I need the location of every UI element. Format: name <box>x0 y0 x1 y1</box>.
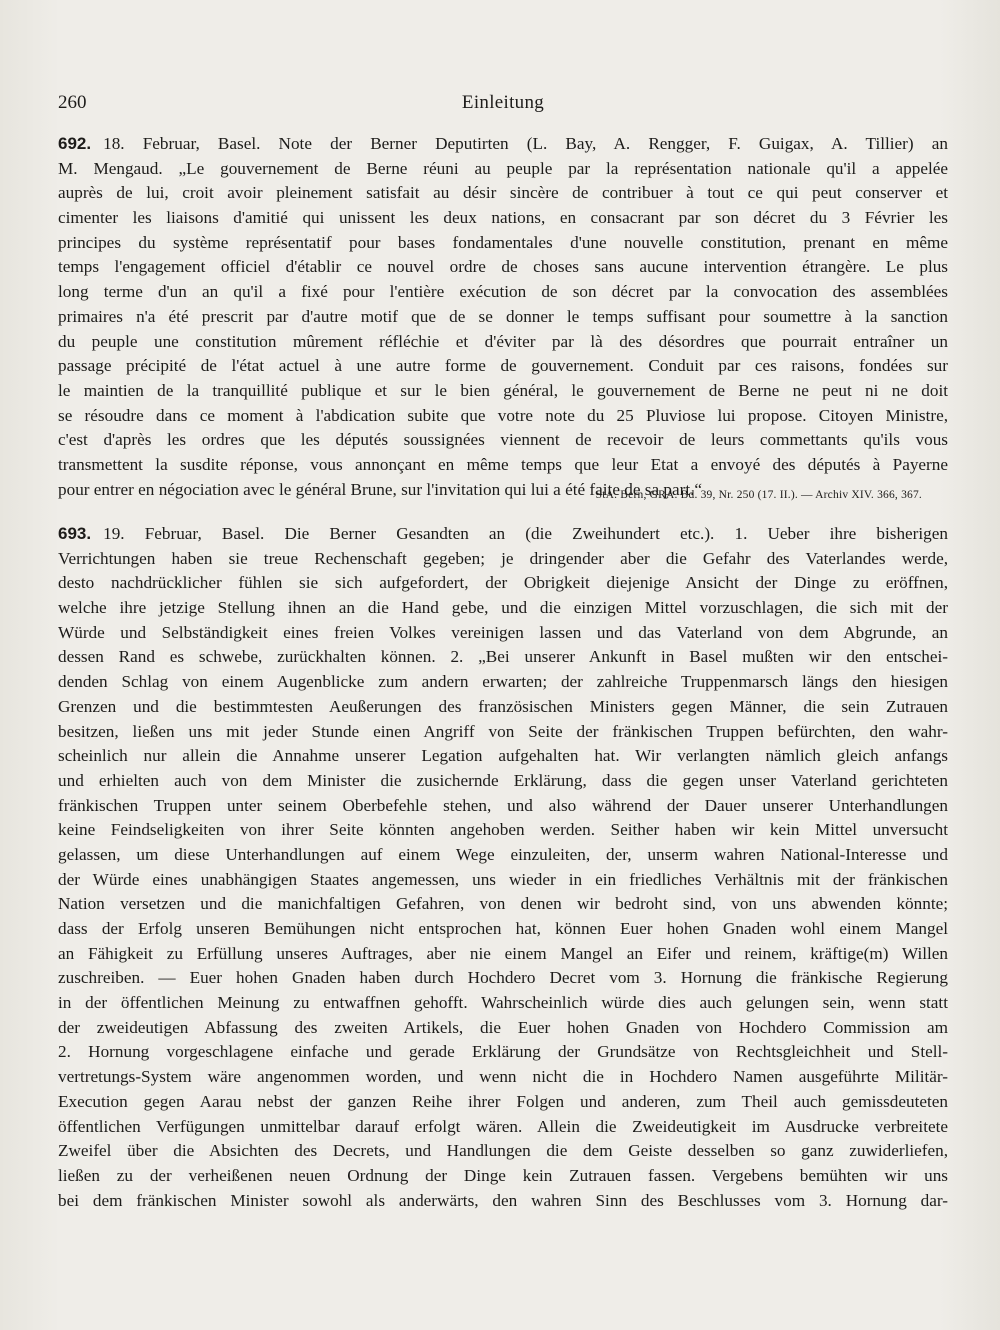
text-line <box>58 522 948 547</box>
text-line: passage précipité de l'état actuel à une autre forme de gouvernement. Conduit par ces raisons, fondées sur <box>58 356 948 376</box>
text-line <box>58 132 948 157</box>
text-line: und erhielten auch von dem Minister die zusichernde Erklärung, dass die gegen unser Vaterland gerichteten <box>58 770 948 790</box>
text-line: auprès de lui, croit avoir pleinement satisfait au désir sincère de contribuer à tout ce qui peut conserver et <box>58 183 948 203</box>
text-line: pour entrer en négociation avec le général Brune, sur l'invitation qui lui a été faite de sa part.“ <box>58 479 703 499</box>
text-line: der Würde eines unabhängigen Staates angemessen, uns wieder in ein friedliches Verhältnis mit der fränkischen <box>58 869 948 889</box>
text-line: denden Schlag von einem Augenblicke zum andern erwarten; der zahlreiche Truppenmarsch längs den hiesigen <box>58 672 948 692</box>
source-citation: StA. Bern, GRA. Bd. 39, Nr. 250 (17. II.). — Archiv XIV. 366, 367. <box>595 489 922 501</box>
text-line: fränkischen Truppen unter seinem Oberbefehle stehen, und also während der Dauer unserer Unterhandlungen <box>58 795 948 815</box>
entry-692 <box>58 132 948 502</box>
text-line: keine Feindseligkeiten von ihrer Seite könnten angehoben werden. Seither haben wir kein Mittel unversucht <box>58 820 948 840</box>
text-line: 2. Hornung vorgeschlagene einfache und gerade Erklärung der Grundsätze von Rechtsgleichheit und Stell- <box>58 1042 948 1062</box>
entry-number: 693. <box>58 524 92 543</box>
line-text: 18. Februar, Basel. Note der Berner Deputirten (L. Bay, A. Rengger, F. Guigax, A. Tillier) an <box>103 134 948 153</box>
text-line: dessen Rand es schwebe, zurückhalten können. 2. „Bei unserer Ankunft in Basel mußten wir den entschei- <box>58 647 948 667</box>
text-line: bei dem fränkischen Minister sowohl als anderwärts, den wahren Sinn des Beschlusses vom 3. Hornung dar- <box>58 1190 948 1210</box>
text-line: M. Mengaud. „Le gouvernement de Berne réuni au peuple par la représentation nationale qu'il a appelée <box>58 158 948 178</box>
line-text: 19. Februar, Basel. Die Berner Gesandten an (die Zweihundert etc.). 1. Ueber ihre bisherigen <box>103 524 948 543</box>
text-line: Zweifel über die Absichten des Decrets, und Handlungen die dem Geiste desselben so ganz zuwiderliefen, <box>58 1141 948 1161</box>
text-line: temps l'engagement officiel d'établir ce nouvel ordre de choses sans aucune intervention étrangère. Le plus <box>58 257 948 277</box>
text-line: Verrichtungen haben sie treue Rechenschaft gegeben; je dringender aber die Gefahr des Vaterlandes werde, <box>58 548 948 568</box>
text-line: der zweideutigen Abfassung des zweiten Artikels, die Euer hohen Gnaden von Hochdero Commission am <box>58 1017 948 1037</box>
text-line: vertretungs-System wäre angenommen worden, und wenn nicht die in Hochdero Namen ausgeführte Militär- <box>58 1067 948 1087</box>
text-line: dass der Erfolg unseren Bemühungen nicht entsprochen hat, können Euer hohen Gnaden wohl einem Mangel <box>58 919 948 938</box>
text-line: c'est d'après les ordres que les députés soussignées viennent de recevoir de leurs commettants qu'ils vous <box>58 430 948 450</box>
text-line: desto nachdrücklicher fühlen sie sich aufgefordert, der Obrigkeit diejenige Ansicht der Dinge zu eröffnen, <box>58 573 948 593</box>
text-line: se résoudre dans ce moment à l'abdication subite que votre note du 25 Pluviose lui propose. Citoyen Ministre, <box>58 405 948 425</box>
text-line: le maintien de la tranquillité publique et sur le bien général, le gouvernement de Berne ne peut ni ne doit <box>58 380 948 400</box>
text-line: principes du système représentatif pour bases fondamentales d'une nouvelle constitution, prenant en même <box>58 232 948 252</box>
text-line: ließen zu der verheißenen neuen Ordnung der Dinge kein Zutrauen fassen. Vergebens bemühten wir uns <box>58 1165 948 1185</box>
text-line: welche ihre jetzige Stellung ihnen an die Hand gebe, und die einzigen Mittel vorzuschlagen, die sich mit der <box>58 598 948 618</box>
text-line: an Fähigkeit zu Erfüllung unseres Auftrages, aber nie einem Mangel an Eifer und reinem, kräftige(m) Willen <box>58 943 948 963</box>
text-line: cimenter les liaisons d'amitié qui unissent les deux nations, en consacrant par son décret du 3 Février les <box>58 208 948 228</box>
text-line: primaires n'a été prescrit par d'autre motif que de se donner le temps suffisant pour soumettre à la sanction <box>58 306 948 326</box>
page-number: 260 <box>58 92 87 113</box>
text-line: Execution gegen Aarau nebst der ganzen Reihe ihrer Folgen und anderen, zum Theil auch gemissdeuteten <box>58 1091 948 1111</box>
text-line: du peuple une constitution mûrement réfléchie et d'éviter par là des désordres que pourrait entraîner un <box>58 331 948 351</box>
entry-number: 692. <box>58 134 92 153</box>
text-line: Grenzen und die bestimmtesten Aeußerungen des französischen Ministers gegen Männer, die sein Zutrauen <box>58 696 948 716</box>
text-line: long terme d'un an qu'il a fixé pour l'entière exécution de son décret par la convocation des assemblées <box>58 282 948 302</box>
page-header <box>58 92 948 122</box>
text-line: in der öffentlichen Meinung zu entwaffnen gehofft. Wahrscheinlich würde dies auch gelungen sein, wenn statt <box>58 993 948 1013</box>
text-line: transmettent la susdite réponse, vous annonçant en même temps que leur Etat a envoyé des députés à Payerne <box>58 454 948 474</box>
text-line: scheinlich nur allein die Annahme unserer Legation aufgehalten hat. Wir verlangten nämlich gleich anfangs <box>58 746 948 766</box>
text-line: Würde und Selbständigkeit eines freien Volkes vereinigen lassen und das Vaterland von dem Abgrunde, an <box>58 622 948 642</box>
text-line: zuschreiben. — Euer hohen Gnaden haben durch Hochdero Decret vom 3. Hornung die fränkische Regierung <box>58 968 948 988</box>
running-title: Einleitung <box>461 92 545 113</box>
text-line: besitzen, ließen uns mit jeder Stunde einen Angriff von Seite der fränkischen Truppen befürchten, den wahr- <box>58 721 948 741</box>
text-line: öffentlichen Verfügungen unmittelbar darauf erfolgt wären. Allein die Zweideutigkeit im Ausdrucke verbreitete <box>58 1116 948 1136</box>
entry-693 <box>58 522 948 1213</box>
text-line: Nation versetzen und die manichfaltigen Gefahren, von denen wir bedroht sind, von uns abwenden könnte; <box>58 894 948 914</box>
text-line: gelassen, um diese Unterhandlungen auf einem Wege einzuleiten, der, unserm wahren National-Interesse und <box>58 844 948 864</box>
